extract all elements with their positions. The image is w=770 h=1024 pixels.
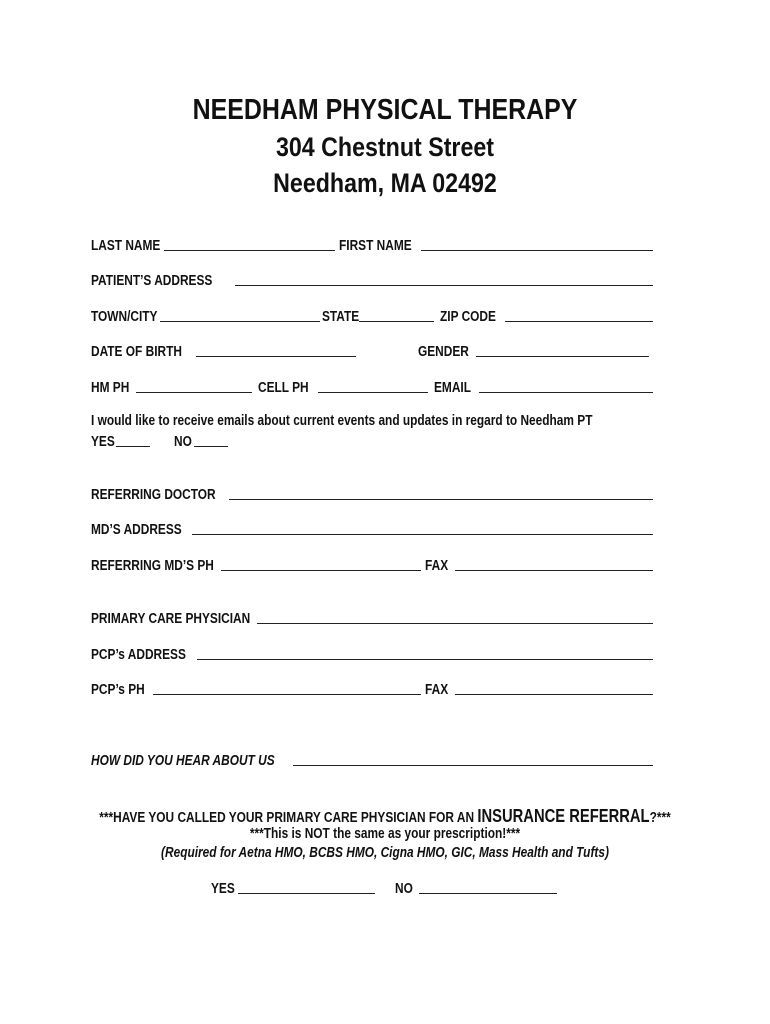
pcps-address-field[interactable] — [197, 659, 653, 660]
state-field[interactable] — [359, 321, 434, 322]
dob-gender-row — [91, 342, 653, 360]
email-optin-no-field[interactable] — [194, 446, 228, 447]
referral-no-field[interactable] — [419, 893, 557, 894]
how-did-you-hear-label: HOW DID YOU HEAR ABOUT US — [91, 753, 275, 769]
pcp-fax-field[interactable] — [455, 694, 653, 695]
referring-doctor-row — [91, 485, 653, 503]
pcps-address-label: PCP’s ADDRESS — [91, 647, 186, 663]
referring-fax-field[interactable] — [455, 570, 653, 571]
primary-care-physician-label: PRIMARY CARE PHYSICIAN — [91, 611, 251, 627]
email-optin-no-label: NO — [174, 434, 192, 450]
practice-street: 304 Chestnut Street — [275, 132, 495, 162]
last-name-field[interactable] — [164, 250, 335, 251]
town-city-field[interactable] — [160, 321, 320, 322]
date-of-birth-field[interactable] — [196, 356, 356, 357]
town-state-zip-row — [91, 307, 653, 325]
hm-ph-label: HM PH — [91, 380, 130, 396]
gender-field[interactable] — [476, 356, 649, 357]
state-label: STATE — [322, 309, 360, 325]
patient-address-field[interactable] — [235, 285, 653, 286]
first-name-label: FIRST NAME — [338, 238, 412, 254]
required-insurers-note: (Required for Aetna HMO, BCBS HMO, Cigna HMO, GIC, Mass Health and Tufts) — [161, 845, 609, 861]
phone-email-row — [91, 378, 653, 396]
referral-question-start: ***HAVE YOU CALLED YOUR PRIMARY CARE PHYSICIAN FOR AN — [99, 810, 478, 826]
email-optin-yes-field[interactable] — [116, 446, 150, 447]
primary-care-physician-field[interactable] — [257, 623, 653, 624]
pcp-address-row — [91, 645, 653, 663]
practice-name: NEEDHAM PHYSICAL THERAPY — [192, 94, 578, 126]
zip-code-label: ZIP CODE — [440, 309, 497, 325]
referring-fax-label: FAX — [424, 558, 448, 574]
referring-doctor-label: REFERRING DOCTOR — [91, 487, 216, 503]
how-did-you-hear-field[interactable] — [293, 765, 653, 766]
referral-yes-label: YES — [211, 881, 235, 897]
pcps-ph-field[interactable] — [153, 694, 421, 695]
referral-question-emphasis: INSURANCE REFERRAL — [477, 806, 650, 826]
email-field[interactable] — [479, 392, 653, 393]
practice-city: Needham, MA 02492 — [273, 168, 497, 198]
email-optin-yes-label: YES — [91, 434, 115, 450]
referral-yes-field[interactable] — [238, 893, 375, 894]
date-of-birth-label: DATE OF BIRTH — [91, 344, 182, 360]
referring-doctor-field[interactable] — [229, 499, 653, 500]
referral-choice-row — [211, 879, 561, 897]
mds-address-label: MD’S ADDRESS — [91, 522, 182, 538]
prescription-note: ***This is NOT the same as your prescription!*** — [249, 826, 521, 842]
referral-no-label: NO — [395, 881, 413, 897]
name-row — [91, 236, 653, 254]
email-label: EMAIL — [433, 380, 471, 396]
cell-ph-field[interactable] — [318, 392, 428, 393]
referral-question-end: ?*** — [649, 810, 671, 826]
hm-ph-field[interactable] — [136, 392, 252, 393]
last-name-label: LAST NAME — [91, 238, 161, 254]
mds-address-row — [91, 520, 653, 538]
pcp-row — [91, 609, 653, 627]
referring-mds-ph-label: REFERRING MD’S PH — [91, 558, 214, 574]
first-name-field[interactable] — [421, 250, 653, 251]
cell-ph-label: CELL PH — [257, 380, 309, 396]
pcps-ph-label: PCP’s PH — [91, 682, 145, 698]
how-heard-row — [91, 751, 653, 769]
insurance-referral-question — [69, 806, 700, 827]
mds-address-field[interactable] — [192, 534, 653, 535]
email-optin-choice-row — [91, 432, 231, 450]
gender-label: GENDER — [417, 344, 469, 360]
referring-md-phone-row — [91, 556, 653, 574]
town-city-label: TOWN/CITY — [91, 309, 158, 325]
patient-address-row — [91, 271, 653, 289]
pcp-phone-row — [91, 680, 653, 698]
email-optin-text: I would like to receive emails about current events and updates in regard to Needham PT — [91, 413, 593, 429]
zip-code-field[interactable] — [505, 321, 653, 322]
pcp-fax-label: FAX — [424, 682, 448, 698]
patient-address-label: PATIENT’S ADDRESS — [91, 273, 213, 289]
referring-mds-ph-field[interactable] — [221, 570, 421, 571]
